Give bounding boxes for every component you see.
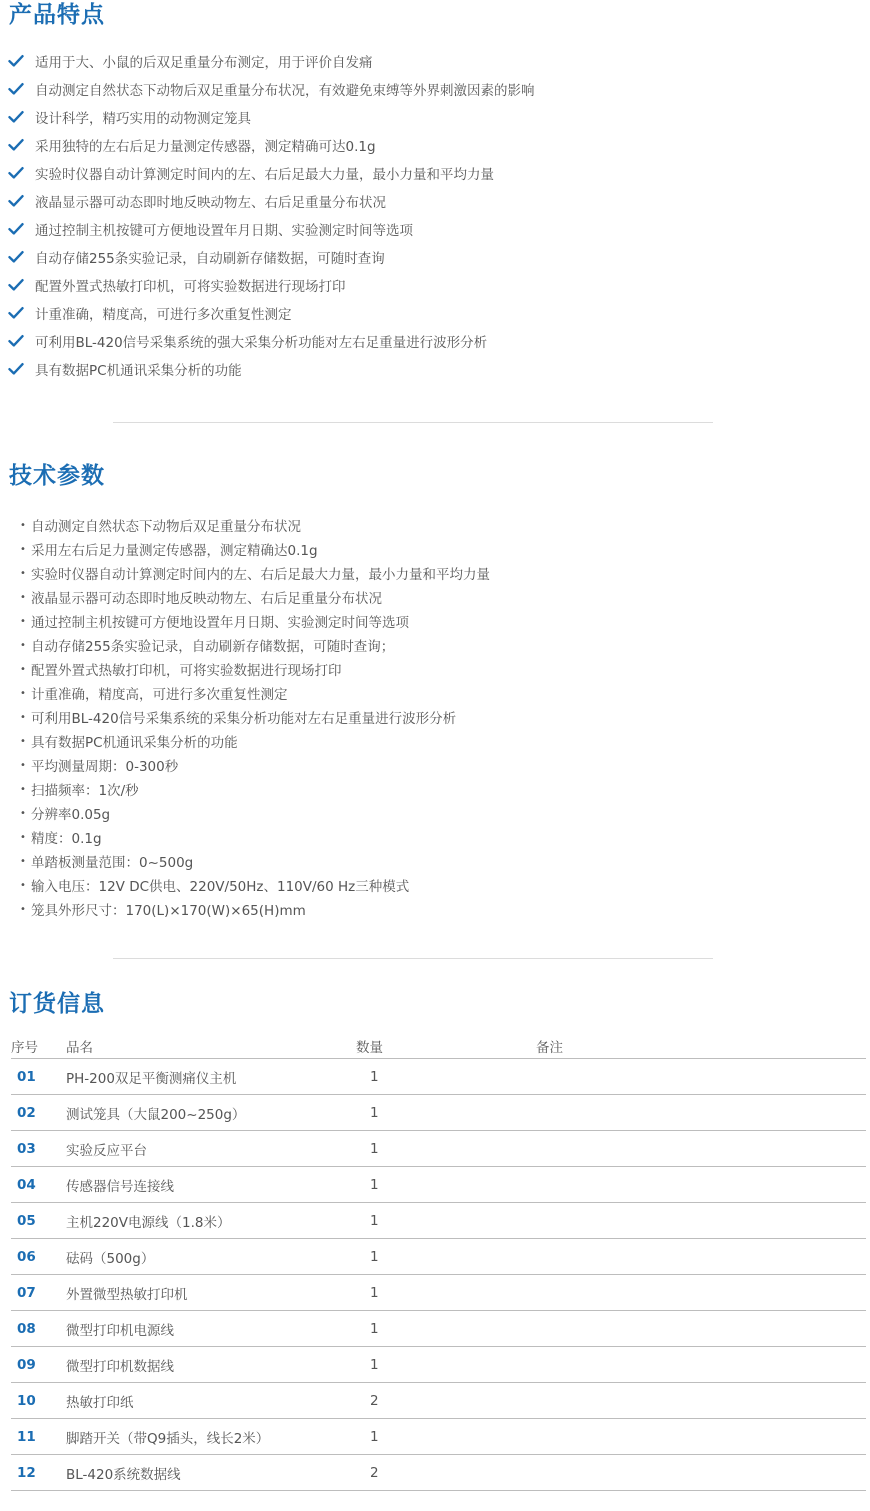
spec-item — [20, 825, 490, 849]
spec-text: 分辨率0.05g — [31, 807, 111, 823]
row-remarks — [536, 1311, 866, 1347]
row-quantity: 1 — [356, 1131, 536, 1167]
feature-text: 自动存储255条实验记录，自动刷新存储数据，可随时查询 — [35, 251, 385, 267]
row-index: 05 — [11, 1203, 66, 1239]
check-icon — [8, 166, 24, 180]
spec-text: 计重准确，精度高，可进行多次重复性测定 — [31, 687, 288, 703]
spec-item — [20, 609, 490, 633]
feature-item — [8, 243, 535, 271]
spec-text: 配置外置式热敏打印机，可将实验数据进行现场打印 — [31, 663, 342, 679]
spec-text: 通过控制主机按键可方便地设置年月日期、实验测定时间等选项 — [31, 615, 409, 631]
row-index: 11 — [11, 1419, 66, 1455]
table-row — [11, 1383, 866, 1419]
bullet-icon: • — [20, 879, 26, 891]
bullet-icon: • — [20, 543, 26, 555]
spec-item — [20, 537, 490, 561]
check-icon — [8, 334, 24, 348]
row-product-name: 实验反应平台 — [66, 1131, 356, 1167]
feature-text: 液晶显示器可动态即时地反映动物左、右后足重量分布状况 — [35, 195, 386, 211]
row-quantity: 1 — [356, 1419, 536, 1455]
row-index: 02 — [11, 1095, 66, 1131]
bullet-icon: • — [20, 567, 26, 579]
bullet-icon: • — [20, 687, 26, 699]
row-quantity: 1 — [356, 1167, 536, 1203]
table-row — [11, 1455, 866, 1491]
order-table-header — [11, 1033, 866, 1059]
row-product-name: 测试笼具（大鼠200~250g） — [66, 1095, 356, 1131]
table-row — [11, 1131, 866, 1167]
spec-text: 单踏板测量范围：0~500g — [31, 855, 194, 871]
feature-text: 具有数据PC机通讯采集分析的功能 — [35, 363, 242, 379]
check-icon — [8, 54, 24, 68]
spec-text: 可利用BL-420信号采集系统的采集分析功能对左右足重量进行波形分析 — [31, 711, 457, 727]
bullet-icon: • — [20, 639, 26, 651]
row-quantity: 1 — [356, 1275, 536, 1311]
row-remarks — [536, 1059, 866, 1095]
table-row — [11, 1275, 866, 1311]
table-row — [11, 1239, 866, 1275]
table-row — [11, 1347, 866, 1383]
row-quantity: 1 — [356, 1347, 536, 1383]
row-quantity: 1 — [356, 1059, 536, 1095]
row-product-name: 热敏打印纸 — [66, 1383, 356, 1419]
bullet-icon: • — [20, 783, 26, 795]
row-remarks — [536, 1455, 866, 1491]
row-quantity: 2 — [356, 1383, 536, 1419]
bullet-icon: • — [20, 519, 26, 531]
row-index: 09 — [11, 1347, 66, 1383]
row-remarks — [536, 1347, 866, 1383]
bullet-icon: • — [20, 711, 26, 723]
feature-item — [8, 299, 535, 327]
spec-item — [20, 657, 490, 681]
spec-text: 液晶显示器可动态即时地反映动物左、右后足重量分布状况 — [31, 591, 382, 607]
feature-item — [8, 355, 535, 383]
feature-item — [8, 47, 535, 75]
row-remarks — [536, 1131, 866, 1167]
row-remarks — [536, 1167, 866, 1203]
feature-text: 可利用BL-420信号采集系统的强大采集分析功能对左右足重量进行波形分析 — [35, 335, 488, 351]
header-index: 序号 — [11, 1033, 66, 1059]
spec-item — [20, 873, 490, 897]
feature-text: 设计科学，精巧实用的动物测定笼具 — [35, 111, 251, 127]
row-index: 06 — [11, 1239, 66, 1275]
row-product-name: 传感器信号连接线 — [66, 1167, 356, 1203]
row-product-name: PH-200双足平衡测痛仪主机 — [66, 1059, 356, 1095]
spec-item — [20, 753, 490, 777]
bullet-icon: • — [20, 807, 26, 819]
table-row — [11, 1203, 866, 1239]
header-product-name: 品名 — [66, 1033, 356, 1059]
row-index: 10 — [11, 1383, 66, 1419]
feature-item — [8, 131, 535, 159]
spec-text: 扫描频率：1次/秒 — [31, 783, 139, 799]
row-remarks — [536, 1383, 866, 1419]
feature-item — [8, 103, 535, 131]
table-row — [11, 1059, 866, 1095]
row-index: 01 — [11, 1059, 66, 1095]
feature-text: 配置外置式热敏打印机，可将实验数据进行现场打印 — [35, 279, 346, 295]
features-list — [8, 47, 535, 383]
bullet-icon: • — [20, 615, 26, 627]
feature-item — [8, 75, 535, 103]
spec-text: 实验时仪器自动计算测定时间内的左、右后足最大力量，最小力量和平均力量 — [31, 567, 490, 583]
spec-text: 输入电压：12V DC供电、220V/50Hz、110V/60 Hz三种模式 — [31, 879, 410, 895]
row-index: 08 — [11, 1311, 66, 1347]
feature-text: 通过控制主机按键可方便地设置年月日期、实验测定时间等选项 — [35, 223, 413, 239]
bullet-icon: • — [20, 855, 26, 867]
table-row — [11, 1095, 866, 1131]
check-icon — [8, 110, 24, 124]
feature-item — [8, 271, 535, 299]
row-product-name: 主机220V电源线（1.8米） — [66, 1203, 356, 1239]
spec-item — [20, 897, 490, 921]
check-icon — [8, 82, 24, 96]
row-remarks — [536, 1239, 866, 1275]
bullet-icon: • — [20, 663, 26, 675]
spec-item — [20, 633, 490, 657]
table-row — [11, 1311, 866, 1347]
bullet-icon: • — [20, 735, 26, 747]
row-quantity: 1 — [356, 1095, 536, 1131]
row-quantity: 2 — [356, 1455, 536, 1491]
section-divider — [113, 422, 713, 423]
order-title: 订货信息 — [9, 991, 105, 1017]
check-icon — [8, 138, 24, 152]
check-icon — [8, 362, 24, 376]
feature-item — [8, 215, 535, 243]
check-icon — [8, 306, 24, 320]
row-index: 12 — [11, 1455, 66, 1491]
row-index: 03 — [11, 1131, 66, 1167]
row-product-name: BL-420系统数据线 — [66, 1455, 356, 1491]
spec-item — [20, 513, 490, 537]
feature-text: 自动测定自然状态下动物后双足重量分布状况，有效避免束缚等外界刺激因素的影响 — [35, 83, 535, 99]
feature-text: 采用独特的左右后足力量测定传感器，测定精确可达0.1g — [35, 139, 376, 155]
features-title: 产品特点 — [9, 2, 105, 28]
feature-text: 实验时仪器自动计算测定时间内的左、右后足最大力量，最小力量和平均力量 — [35, 167, 494, 183]
spec-text: 采用左右后足力量测定传感器，测定精确达0.1g — [31, 543, 318, 559]
order-table — [11, 1033, 866, 1491]
row-remarks — [536, 1419, 866, 1455]
table-row — [11, 1419, 866, 1455]
spec-text: 具有数据PC机通讯采集分析的功能 — [31, 735, 238, 751]
row-remarks — [536, 1203, 866, 1239]
bullet-icon: • — [20, 903, 26, 915]
check-icon — [8, 222, 24, 236]
check-icon — [8, 278, 24, 292]
row-index: 04 — [11, 1167, 66, 1203]
feature-text: 适用于大、小鼠的后双足重量分布测定，用于评价自发痛 — [35, 55, 373, 71]
feature-item — [8, 187, 535, 215]
spec-text: 自动存储255条实验记录，自动刷新存储数据，可随时查询； — [31, 639, 395, 655]
spec-text: 笼具外形尺寸：170(L)×170(W)×65(H)mm — [31, 903, 306, 919]
spec-item — [20, 585, 490, 609]
check-icon — [8, 194, 24, 208]
spec-item — [20, 729, 490, 753]
row-product-name: 脚踏开关（带Q9插头，线长2米） — [66, 1419, 356, 1455]
specs-list — [20, 513, 490, 921]
row-product-name: 微型打印机电源线 — [66, 1311, 356, 1347]
spec-item — [20, 777, 490, 801]
header-remarks: 备注 — [536, 1033, 866, 1059]
bullet-icon: • — [20, 591, 26, 603]
row-quantity: 1 — [356, 1311, 536, 1347]
row-product-name: 外置微型热敏打印机 — [66, 1275, 356, 1311]
spec-text: 自动测定自然状态下动物后双足重量分布状况 — [31, 519, 301, 535]
row-product-name: 微型打印机数据线 — [66, 1347, 356, 1383]
check-icon — [8, 250, 24, 264]
row-index: 07 — [11, 1275, 66, 1311]
spec-item — [20, 681, 490, 705]
bullet-icon: • — [20, 759, 26, 771]
spec-item — [20, 849, 490, 873]
feature-item — [8, 159, 535, 187]
row-remarks — [536, 1275, 866, 1311]
section-divider — [113, 958, 713, 959]
row-product-name: 砝码（500g） — [66, 1239, 356, 1275]
specs-title: 技术参数 — [9, 463, 105, 489]
spec-item — [20, 801, 490, 825]
spec-text: 精度：0.1g — [31, 831, 102, 847]
table-row — [11, 1167, 866, 1203]
row-quantity: 1 — [356, 1239, 536, 1275]
spec-text: 平均测量周期：0-300秒 — [31, 759, 179, 775]
header-quantity: 数量 — [356, 1033, 536, 1059]
feature-item — [8, 327, 535, 355]
row-remarks — [536, 1095, 866, 1131]
feature-text: 计重准确，精度高，可进行多次重复性测定 — [35, 307, 292, 323]
spec-item — [20, 705, 490, 729]
spec-item — [20, 561, 490, 585]
row-quantity: 1 — [356, 1203, 536, 1239]
bullet-icon: • — [20, 831, 26, 843]
